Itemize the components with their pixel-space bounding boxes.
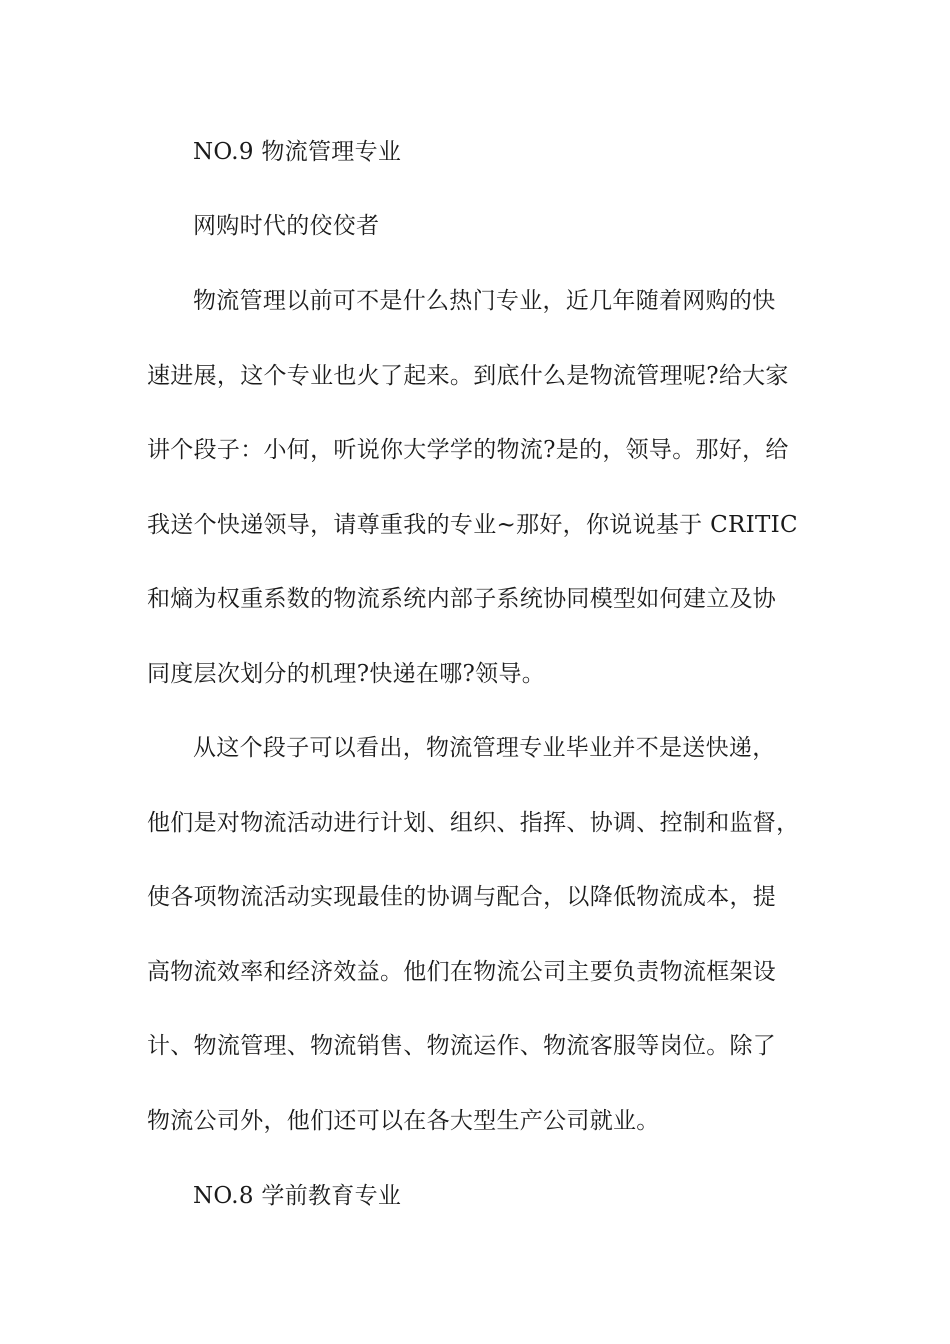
paragraph-line: 使各项物流活动实现最佳的协调与配合，以降低物流成本，提 bbox=[147, 884, 777, 910]
paragraph-line: 讲个段子：小何，听说你大学学的物流?是的，领导。那好，给 bbox=[147, 437, 789, 463]
paragraph-line: 计、物流管理、物流销售、物流运作、物流客服等岗位。除了 bbox=[147, 1033, 777, 1059]
paragraph-line: 从这个段子可以看出，物流管理专业毕业并不是送快递， bbox=[193, 735, 776, 761]
paragraph-line: 物流管理以前可不是什么热门专业，近几年随着网购的快 bbox=[193, 288, 776, 314]
section-subtitle-no9: 网购时代的佼佼者 bbox=[193, 213, 380, 239]
paragraph-line: 高物流效率和经济效益。他们在物流公司主要负责物流框架设 bbox=[147, 959, 777, 985]
paragraph-line: 他们是对物流活动进行计划、组织、指挥、协调、控制和监督， bbox=[147, 810, 800, 836]
paragraph-line: 物流公司外，他们还可以在各大型生产公司就业。 bbox=[147, 1108, 660, 1134]
section-heading-no9: NO.9 物流管理专业 bbox=[193, 139, 402, 165]
paragraph-line: 同度层次划分的机理?快递在哪?领导。 bbox=[147, 661, 546, 687]
section-heading-no8: NO.8 学前教育专业 bbox=[193, 1183, 402, 1209]
paragraph-line: 我送个快递领导，请尊重我的专业~那好，你说说基于 CRITIC bbox=[147, 512, 798, 538]
paragraph-line: 和熵为权重系数的物流系统内部子系统协同模型如何建立及协 bbox=[147, 586, 777, 612]
paragraph-line: 速进展，这个专业也火了起来。到底什么是物流管理呢?给大家 bbox=[147, 363, 789, 389]
